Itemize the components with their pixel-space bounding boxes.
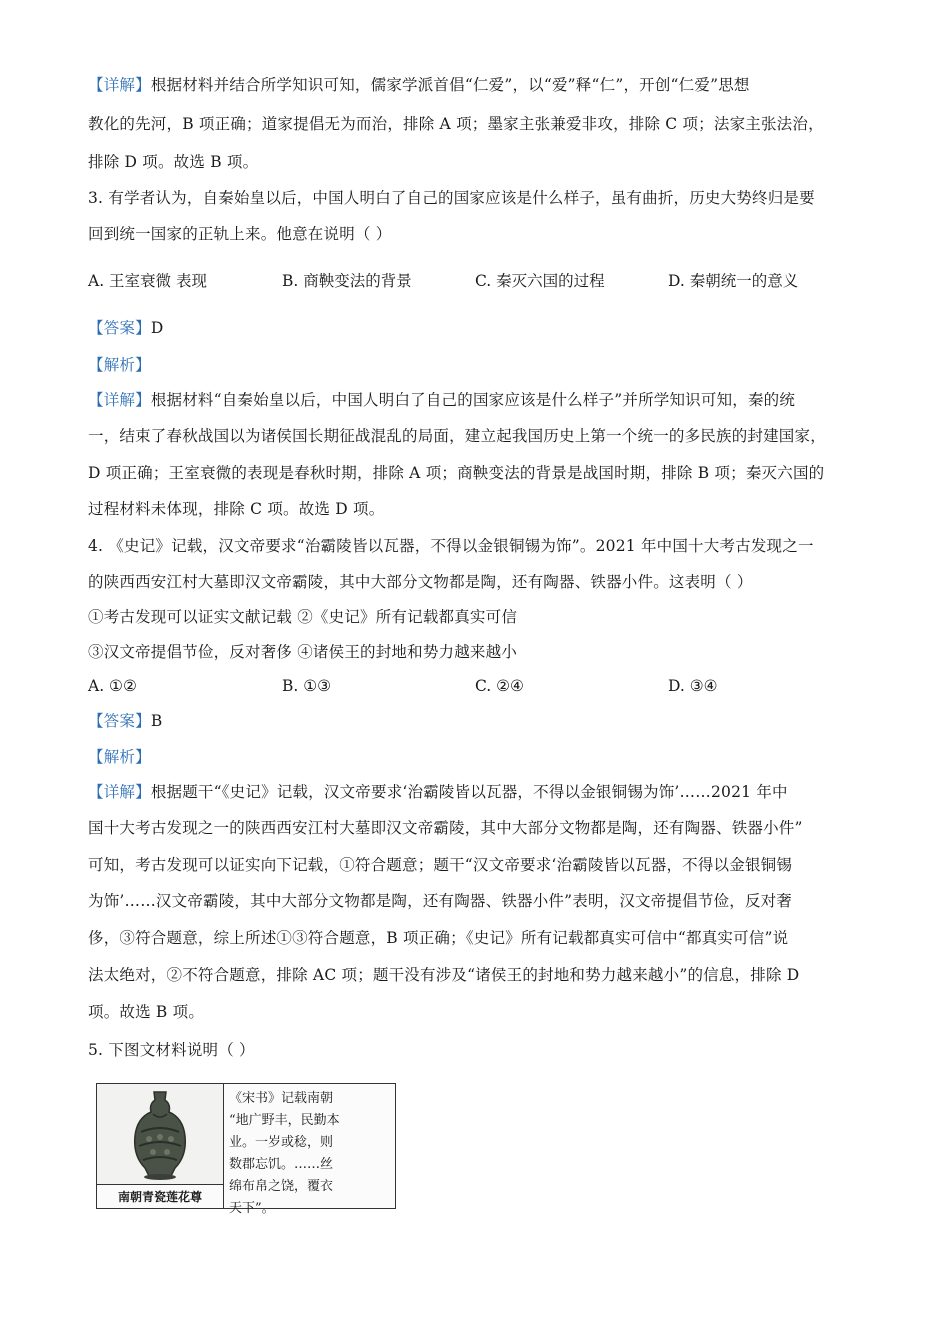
lotus-vase-icon [97, 1084, 223, 1184]
answer-tag: 【答案】 [88, 712, 151, 730]
q4-statements-2: ③汉文帝提倡节俭，反对奢侈 ④诸侯王的封地和势力越来越小 [88, 643, 518, 661]
detail-tag: 【详解】 [88, 391, 151, 409]
q3-option-c: C. 秦灭六国的过程 [475, 272, 605, 290]
q3-option-d: D. 秦朝统一的意义 [668, 272, 799, 290]
answer-tag: 【答案】 [88, 319, 151, 337]
q4-detail-6: 法太绝对，②不符合题意，排除 AC 项；题干没有涉及“诸侯王的封地和势力越来越小”的信息，排除 D [88, 966, 800, 984]
q3-analysis-tag [88, 354, 151, 376]
line-1 [88, 74, 750, 96]
question-3-stem-2: 回到统一国家的正轨上来。他意在说明（ ） [88, 225, 392, 243]
figure-caption: 南朝青瓷莲花尊 [97, 1184, 223, 1209]
line-text: 根据材料“自秦始皇以后，中国人明白了自己的国家应该是什么样子”并所学知识可知，秦的统 [150, 391, 796, 409]
q4-option-b: B. ①③ [282, 677, 332, 695]
detail-tag: 【详解】 [88, 783, 151, 801]
question-3-stem-1: 3. 有学者认为，自秦始皇以后，中国人明白了自己的国家应该是什么样子，虽有曲折，历史大势终归是要 [88, 189, 815, 207]
q4-detail-3: 可知，考古发现可以证实向下记载，①符合题意；题干“汉文帝要求‘治霸陵皆以瓦器，不得以金银铜锡 [88, 856, 793, 874]
figure-quote: 《宋书》记载南朝 “地广野丰，民勤本 业。一岁或稔，则 数郡忘饥。……丝 绵布帛之饶，覆衣 天下”。 [229, 1091, 340, 1216]
figure-image-panel [97, 1084, 224, 1208]
question-4-stem-2: 的陕西西安江村大墓即汉文帝霸陵，其中大部分文物都是陶，还有陶器、铁器小件。这表明（ ） [88, 573, 753, 591]
q4-answer [88, 710, 162, 732]
q4-analysis-tag [88, 746, 151, 768]
q3-option-a: A. 王室衰微 表现 [88, 272, 207, 290]
answer-value: D [150, 319, 164, 337]
analysis-tag: 【解析】 [88, 748, 151, 766]
q4-detail-5: 侈，③符合题意，综上所述①③符合题意，B 项正确；《史记》所有记载都真实可信中“都真实可信”说 [88, 929, 789, 947]
q3-detail-2: 一，结束了春秋战国以为诸侯国长期征战混乱的局面，建立起我国历史上第一个统一的多民族的封建国家， [88, 427, 826, 445]
q4-detail-4: 为饰’……汉文帝霸陵，其中大部分文物都是陶，还有陶器、铁器小件”表明，汉文帝提倡节俭，反对奢 [88, 892, 793, 910]
answer-value: B [150, 712, 163, 730]
q4-detail-7: 项。故选 B 项。 [88, 1003, 205, 1021]
line-text: 根据题干“《史记》记载，汉文帝要求‘治霸陵皆以瓦器，不得以金银铜锡为饰’……2021 年中 [150, 783, 788, 801]
detail-tag: 【详解】 [88, 76, 151, 94]
line-text: 根据材料并结合所学知识可知，儒家学派首倡“仁爱”，以“爱”释“仁”，开创“仁爱”思想 [150, 76, 750, 94]
q3-detail-1 [88, 389, 795, 411]
q3-detail-3: D 项正确；王室衰微的表现是春秋时期，排除 A 项；商鞅变法的背景是战国时期，排除 B 项；秦灭六国的 [88, 464, 825, 482]
q4-option-d: D. ③④ [668, 677, 718, 695]
q3-answer [88, 317, 163, 339]
q3-detail-4: 过程材料未体现，排除 C 项。故选 D 项。 [88, 500, 385, 518]
q4-option-c: C. ②④ [475, 677, 524, 695]
question-5-figure [96, 1083, 396, 1216]
q4-option-a: A. ①② [88, 677, 137, 695]
q3-option-b: B. 商鞅变法的背景 [282, 272, 412, 290]
analysis-tag: 【解析】 [88, 356, 151, 374]
q4-detail-1 [88, 781, 788, 803]
line-2: 教化的先河，B 项正确；道家提倡无为而治，排除 A 项；墨家主张兼爱非攻，排除 C 项；法家主张法治， [88, 115, 824, 133]
question-4-stem-1: 4. 《史记》记载，汉文帝要求“治霸陵皆以瓦器，不得以金银铜锡为饰”。2021 年中国十大考古发现之一 [88, 537, 814, 555]
line-3: 排除 D 项。故选 B 项。 [88, 153, 259, 171]
q4-statements-1: ①考古发现可以证实文献记载 ②《史记》所有记载都真实可信 [88, 608, 518, 626]
q4-detail-2: 国十大考古发现之一的陕西西安江村大墓即汉文帝霸陵，其中大部分文物都是陶，还有陶器、铁器小件” [88, 819, 803, 837]
question-5-stem: 5. 下图文材料说明（ ） [88, 1041, 255, 1059]
